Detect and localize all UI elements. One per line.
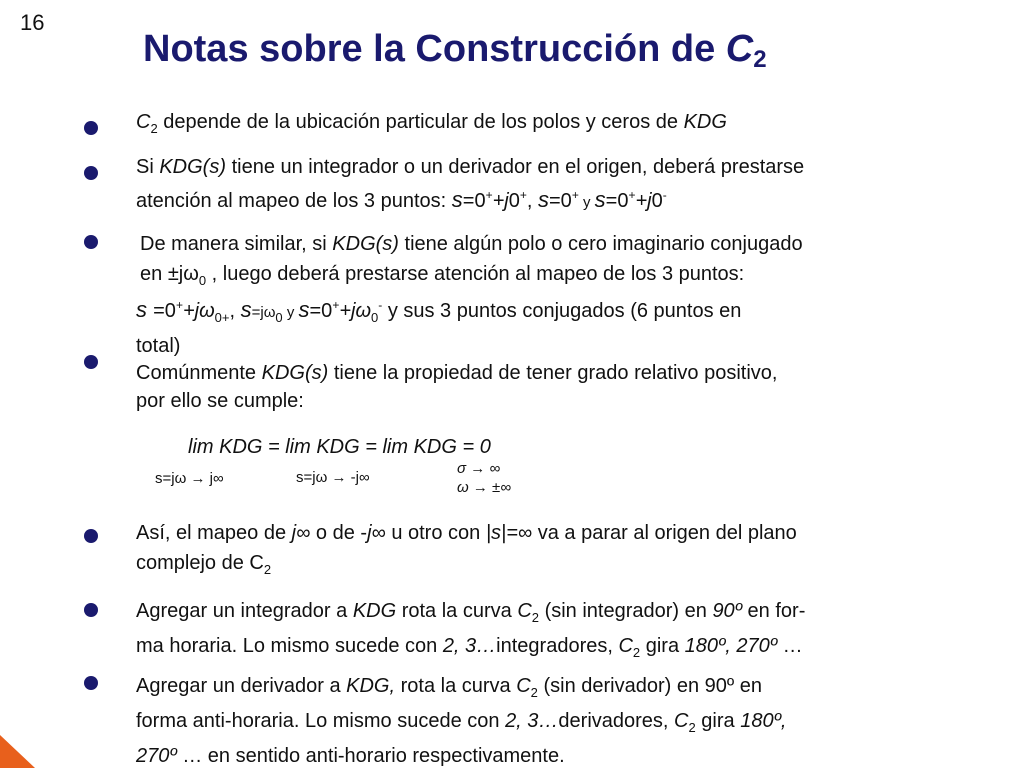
bullet-3-points: $s =0^++j\omega_{0+}$, $s=j\omega_0$ y $s=0^++j\omega_0^-$ y sus 3 puntos conjugados (6 puntos en total) <box>136 297 742 357</box>
bullet-3-text: De manera similar, si KDG(s) tiene algún polo o cero imaginario conjugado en $\pm j\omega_0$ , luego deberá prestarse atención al mapeo de los 3 puntos: <box>140 233 803 288</box>
limit-sub-3b: ω → ±∞ <box>457 479 511 496</box>
slide-title: Notas sobre la Construcción de $C_2$ <box>143 28 767 73</box>
bullet-5-text: Así, el mapeo de j∞ o de -j∞ u otro con |s|=∞ va a parar al origen del plano complejo de $C_2$ <box>136 522 797 577</box>
bullet-7-text: Agregar un derivador a KDG, rota la curva $C_2$ (sin derivador) en 90º en forma anti-horaria. Lo mismo sucede con 2, 3…derivadores, $C_2$ gira 180º, 270º … en sentido anti-horario respectivamente. <box>136 675 787 767</box>
bullet-6 <box>84 603 98 617</box>
bullet-7 <box>84 676 98 690</box>
bullet-1-text: $C_2$ depende de la ubicación particular de los polos y ceros de KDG <box>136 111 727 136</box>
bullet-2-text: Si KDG(s) tiene un integrador o un derivador en el origen, deberá prestarse atención al mapeo de los 3 puntos: s=0++j0+, s=0+ y s=0++j0- <box>136 156 805 212</box>
limit-sub-2: s=jω → -j∞ <box>296 469 370 486</box>
limit-equation: lim KDG = lim KDG = lim KDG = 0 <box>188 436 491 458</box>
corner-decoration <box>0 735 35 768</box>
bullet-4 <box>84 355 98 369</box>
limit-sub-3a: σ → ∞ <box>457 460 501 477</box>
bullet-1 <box>84 121 98 135</box>
bullet-6-text: Agregar un integrador a KDG rota la curva $C_2$ (sin integrador) en 90º en for- ma horaria. Lo mismo sucede con 2, 3…integradores, $C_2$ gira 180º, 270º … <box>136 600 806 660</box>
bullet-3 <box>84 235 98 249</box>
bullet-2 <box>84 166 98 180</box>
limit-sub-1: s=jω → j∞ <box>155 470 224 487</box>
slide-number: 16 <box>20 10 45 35</box>
bullet-4-text: Comúnmente KDG(s) tiene la propiedad de tener grado relativo positivo, por ello se cumple: <box>136 362 778 412</box>
bullet-5 <box>84 529 98 543</box>
